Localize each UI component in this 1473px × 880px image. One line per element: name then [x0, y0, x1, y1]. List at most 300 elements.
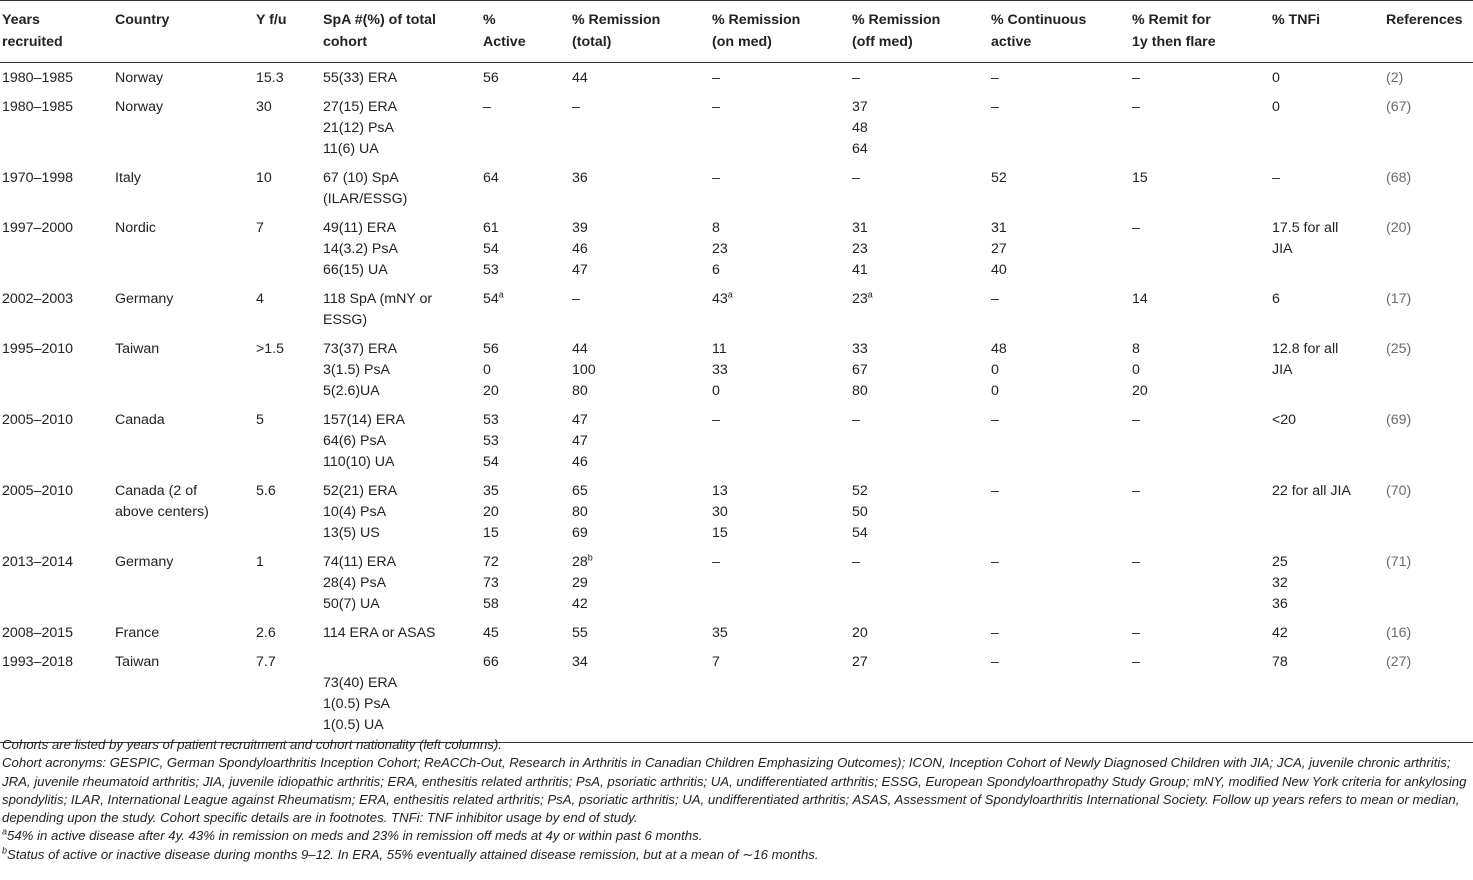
cell-line: 15	[1132, 170, 1148, 186]
cell-line: –	[852, 554, 860, 570]
cell-line: 28	[572, 554, 588, 570]
cell-text[interactable]: (67)	[1386, 99, 1412, 115]
cell-line: 14	[1132, 291, 1148, 307]
column-header-text: (off med)	[852, 33, 913, 50]
cell-line: 54	[483, 241, 499, 257]
remission-on-med-cell	[712, 163, 852, 213]
cell-line: 31	[852, 220, 868, 236]
column-header-text: (on med)	[712, 33, 772, 50]
table-row	[0, 334, 1473, 405]
cell-line: 42	[572, 596, 588, 612]
spa-cell	[323, 647, 483, 743]
followup-cell	[256, 63, 323, 93]
remit-flare-cell	[1132, 476, 1272, 547]
cell-line: 44	[572, 341, 588, 357]
tnfi-cell	[1272, 405, 1386, 476]
cell-line: 66(15) UA	[323, 262, 388, 278]
reference-cell[interactable]	[1386, 92, 1473, 163]
cell-line: 80	[572, 504, 588, 520]
table-row	[0, 547, 1473, 618]
cell-line: Norway	[115, 99, 164, 115]
followup-cell	[256, 618, 323, 647]
cell-line: 31	[991, 220, 1007, 236]
spa-cell	[323, 476, 483, 547]
cell-line: 36	[572, 170, 588, 186]
cell-line: 157(14) ERA	[323, 412, 406, 428]
remission-on-med-cell	[712, 476, 852, 547]
active-cell	[483, 284, 572, 334]
spa-cell	[323, 284, 483, 334]
cell-line: 53	[483, 262, 499, 278]
cell-line: 58	[483, 596, 499, 612]
column-header	[483, 1, 572, 63]
cell-line: 14(3.2) PsA	[323, 241, 398, 257]
column-header-text: Active	[483, 33, 526, 50]
cell-line: 8	[712, 220, 720, 236]
remission-total-cell	[572, 647, 712, 743]
cell-line: JIA	[1272, 241, 1293, 257]
remit-flare-cell	[1132, 163, 1272, 213]
column-header	[0, 1, 115, 63]
spa-cell	[323, 547, 483, 618]
remit-flare-cell	[1132, 405, 1272, 476]
table-row	[0, 618, 1473, 647]
cell-text: 1997–2000	[2, 220, 74, 236]
remission-on-med-cell	[712, 284, 852, 334]
column-header-text: recruited	[2, 33, 63, 50]
cell-text: 1970–1998	[2, 170, 74, 186]
active-cell	[483, 618, 572, 647]
footnote-a: $^a$54% in active disease after 4y. 43% in remission on meds and 23% in remission off meds at 4y or within past 6 months.	[2, 827, 703, 844]
country-cell	[115, 334, 256, 405]
cell-line: –	[712, 70, 720, 86]
column-header	[1386, 1, 1473, 63]
spa-cell	[323, 213, 483, 284]
cell-line: 10(4) PsA	[323, 504, 387, 520]
cell-line: 23	[712, 241, 728, 257]
cell-line: 47	[572, 412, 588, 428]
country-cell	[115, 284, 256, 334]
cell-line: 48	[852, 120, 868, 136]
cell-line: 61	[483, 220, 499, 236]
column-header	[256, 1, 323, 63]
remission-off-med-cell	[852, 547, 991, 618]
cell-line: 25	[1272, 554, 1288, 570]
cell-line: Canada (2 of	[115, 483, 198, 499]
cell-text[interactable]: (25)	[1386, 341, 1412, 357]
cell-line: 110(10) UA	[323, 454, 395, 470]
cell-text[interactable]: (27)	[1386, 654, 1412, 670]
cell-line: –	[991, 70, 999, 86]
cell-line: 55(33) ERA	[323, 70, 398, 86]
column-header-text: Country	[115, 12, 170, 28]
cell-line: 53	[483, 433, 499, 449]
reference-cell[interactable]	[1386, 405, 1473, 476]
cell-text: 10	[256, 170, 272, 186]
cell-line: 6	[712, 262, 720, 278]
cell-line: Germany	[115, 291, 174, 307]
tnfi-cell	[1272, 163, 1386, 213]
cell-line: 20	[483, 504, 499, 520]
cell-line: –	[991, 412, 999, 428]
footnote-marker: a	[727, 289, 733, 300]
cell-line: 80	[852, 383, 868, 399]
reference-cell[interactable]	[1386, 284, 1473, 334]
cell-line: 20	[483, 383, 499, 399]
tnfi-cell	[1272, 63, 1386, 93]
reference-cell[interactable]	[1386, 618, 1473, 647]
cell-line: 67	[852, 362, 868, 378]
footnote-marker: a	[498, 289, 504, 300]
followup-cell	[256, 213, 323, 284]
tnfi-cell	[1272, 334, 1386, 405]
cell-text: >1.5	[256, 341, 285, 357]
reference-cell[interactable]	[1386, 163, 1473, 213]
cell-line: 73(37) ERA	[323, 341, 398, 357]
years-cell	[0, 647, 115, 743]
cell-line: 35	[712, 625, 728, 641]
years-cell	[0, 163, 115, 213]
cell-text: 2013–2014	[2, 554, 74, 570]
continuous-active-cell	[991, 405, 1132, 476]
cell-line: 64	[852, 141, 868, 157]
table-row	[0, 647, 1473, 743]
remission-off-med-cell	[852, 647, 991, 743]
spa-cell	[323, 163, 483, 213]
active-cell	[483, 63, 572, 93]
cell-text[interactable]: (16)	[1386, 625, 1412, 641]
cell-line: 44	[572, 70, 588, 86]
column-header-text: % Remission	[852, 12, 941, 28]
remission-total-cell	[572, 163, 712, 213]
cell-text: 1980–1985	[2, 99, 74, 115]
cell-line: 67 (10) SpA	[323, 170, 399, 186]
country-cell	[115, 63, 256, 93]
cell-line: 1(0.5) PsA	[323, 696, 391, 712]
cell-line: 29	[572, 575, 588, 591]
table-row	[0, 92, 1473, 163]
cell-line: –	[483, 99, 491, 115]
continuous-active-cell	[991, 334, 1132, 405]
cell-line: 13	[712, 483, 728, 499]
remission-off-med-cell	[852, 405, 991, 476]
cell-line: Germany	[115, 554, 174, 570]
years-cell	[0, 92, 115, 163]
cell-line: 36	[1272, 596, 1288, 612]
cell-line: 42	[1272, 625, 1288, 641]
cell-line: above centers)	[115, 504, 209, 520]
followup-cell	[256, 163, 323, 213]
cell-line: 100	[572, 362, 596, 378]
tnfi-cell	[1272, 92, 1386, 163]
cell-line: 6	[1272, 291, 1280, 307]
years-cell	[0, 405, 115, 476]
column-header	[712, 1, 852, 63]
active-cell	[483, 92, 572, 163]
header-row	[0, 1, 1473, 63]
cell-line: 22 for all JIA	[1272, 483, 1351, 499]
cell-line: –	[1132, 654, 1140, 670]
spa-cell	[323, 334, 483, 405]
followup-cell	[256, 334, 323, 405]
remit-flare-cell	[1132, 284, 1272, 334]
cell-line: 35	[483, 483, 499, 499]
country-cell	[115, 476, 256, 547]
remission-on-med-cell	[712, 405, 852, 476]
remission-on-med-cell	[712, 547, 852, 618]
years-cell	[0, 63, 115, 93]
column-header-text: Years	[2, 12, 40, 28]
cell-line: 20	[852, 625, 868, 641]
cell-line: 49(11) ERA	[323, 220, 397, 236]
cell-line: 72	[483, 554, 499, 570]
cell-line: 64(6) PsA	[323, 433, 387, 449]
reference-cell[interactable]	[1386, 213, 1473, 284]
followup-cell	[256, 92, 323, 163]
cell-line: France	[115, 625, 160, 641]
cell-text: 4	[256, 291, 264, 307]
remit-flare-cell	[1132, 334, 1272, 405]
cell-line: –	[1272, 170, 1280, 186]
cell-line: 15	[712, 525, 728, 541]
cell-line: Norway	[115, 70, 164, 86]
column-header-text: % Remit for	[1132, 12, 1211, 28]
cell-text[interactable]: (70)	[1386, 483, 1412, 499]
cell-text: 30	[256, 99, 272, 115]
cell-line: 50(7) UA	[323, 596, 380, 612]
table-row	[0, 63, 1473, 93]
cell-line: 73	[483, 575, 499, 591]
cell-line: 52	[852, 483, 868, 499]
continuous-active-cell	[991, 284, 1132, 334]
cell-text[interactable]: (17)	[1386, 291, 1412, 307]
remission-off-med-cell	[852, 163, 991, 213]
cell-line: 27	[852, 654, 868, 670]
cell-line: 28(4) PsA	[323, 575, 387, 591]
cell-line: 37	[852, 99, 868, 115]
continuous-active-cell	[991, 63, 1132, 93]
cell-line: 33	[852, 341, 868, 357]
followup-cell	[256, 405, 323, 476]
remission-total-cell	[572, 476, 712, 547]
cell-text[interactable]: (2)	[1386, 70, 1404, 86]
reference-cell[interactable]	[1386, 63, 1473, 93]
footnote-marker: b	[587, 552, 593, 563]
cell-line: Nordic	[115, 220, 156, 236]
column-header-text: (total)	[572, 33, 612, 50]
remission-on-med-cell	[712, 334, 852, 405]
cell-line: 30	[712, 504, 728, 520]
cell-line: 54	[483, 291, 499, 307]
cell-line: –	[712, 554, 720, 570]
cell-text[interactable]: (20)	[1386, 220, 1412, 236]
cell-line: –	[852, 170, 860, 186]
cell-text: 2005–2010	[2, 412, 74, 428]
cell-text: 15.3	[256, 70, 284, 86]
column-header	[991, 1, 1132, 63]
cell-line: 12.8 for all	[1272, 341, 1339, 357]
reference-cell[interactable]	[1386, 547, 1473, 618]
table-row	[0, 213, 1473, 284]
active-cell	[483, 163, 572, 213]
footnote-marker: a	[867, 289, 873, 300]
cell-text[interactable]: (69)	[1386, 412, 1412, 428]
remit-flare-cell	[1132, 213, 1272, 284]
cell-line: 0	[712, 383, 720, 399]
tnfi-cell	[1272, 284, 1386, 334]
followup-cell	[256, 647, 323, 743]
table-row	[0, 284, 1473, 334]
country-cell	[115, 163, 256, 213]
column-header-text: active	[991, 33, 1032, 50]
remission-on-med-cell	[712, 213, 852, 284]
cell-line: –	[991, 99, 999, 115]
cell-line: Italy	[115, 170, 142, 186]
cell-line: –	[1132, 483, 1140, 499]
cell-line: Taiwan	[115, 654, 160, 670]
cell-line: 34	[572, 654, 588, 670]
years-cell	[0, 213, 115, 284]
cell-line: 13(5) US	[323, 525, 380, 541]
column-header-text: cohort	[323, 33, 368, 50]
column-header	[572, 1, 712, 63]
continuous-active-cell	[991, 547, 1132, 618]
cell-line: –	[1132, 412, 1140, 428]
cell-text: 1	[256, 554, 264, 570]
cell-line: 3(1.5) PsA	[323, 362, 391, 378]
cell-line: 48	[991, 341, 1007, 357]
reference-cell[interactable]	[1386, 334, 1473, 405]
country-cell	[115, 213, 256, 284]
active-cell	[483, 405, 572, 476]
cell-text: 1980–1985	[2, 70, 74, 86]
continuous-active-cell	[991, 213, 1132, 284]
cell-line: 39	[572, 220, 588, 236]
cell-text: 5.6	[256, 483, 276, 499]
column-header	[852, 1, 991, 63]
cell-line: 78	[1272, 654, 1288, 670]
cell-line: 74(11) ERA	[323, 554, 397, 570]
cell-line: 56	[483, 341, 499, 357]
continuous-active-cell	[991, 476, 1132, 547]
cell-line: 80	[572, 383, 588, 399]
followup-cell	[256, 284, 323, 334]
cell-line: –	[991, 554, 999, 570]
column-header	[1132, 1, 1272, 63]
cell-line: 21(12) PsA	[323, 120, 394, 136]
cell-line: 8	[1132, 341, 1140, 357]
cell-line: 64	[483, 170, 499, 186]
column-header-text: 1y then flare	[1132, 33, 1216, 50]
remission-on-med-cell	[712, 92, 852, 163]
cell-line: Taiwan	[115, 341, 160, 357]
cell-text[interactable]: (71)	[1386, 554, 1412, 570]
cell-line: –	[1132, 625, 1140, 641]
tnfi-cell	[1272, 213, 1386, 284]
column-header	[1272, 1, 1386, 63]
column-header-text: %	[483, 12, 496, 28]
spa-cell	[323, 618, 483, 647]
column-header-text: % Remission	[572, 12, 661, 28]
cell-text: 5	[256, 412, 264, 428]
column-header	[323, 1, 483, 63]
cell-text: 2.6	[256, 625, 276, 641]
cell-line: 65	[572, 483, 588, 499]
cell-line: 46	[572, 241, 588, 257]
cell-line: 45	[483, 625, 499, 641]
cell-line: <20	[1272, 412, 1297, 428]
cell-text[interactable]: (68)	[1386, 170, 1412, 186]
cell-line: 0	[991, 362, 999, 378]
remission-on-med-cell	[712, 647, 852, 743]
cell-line: 15	[483, 525, 499, 541]
cell-text: 1995–2010	[2, 341, 74, 357]
remission-total-cell	[572, 405, 712, 476]
remission-total-cell	[572, 213, 712, 284]
active-cell	[483, 647, 572, 743]
cell-line: –	[1132, 70, 1140, 86]
cell-line: 20	[1132, 383, 1148, 399]
column-header-text: % Continuous	[991, 12, 1087, 28]
cell-line: Canada	[115, 412, 165, 428]
cell-line: 0	[991, 383, 999, 399]
column-header	[115, 1, 256, 63]
country-cell	[115, 647, 256, 743]
tnfi-cell	[1272, 647, 1386, 743]
cell-line: 32	[1272, 575, 1288, 591]
years-cell	[0, 547, 115, 618]
reference-cell[interactable]	[1386, 647, 1473, 743]
table-row	[0, 405, 1473, 476]
years-cell	[0, 618, 115, 647]
cell-line: –	[1132, 220, 1140, 236]
note-order: Cohorts are listed by years of patient recruitment and cohort nationality (left columns).	[2, 737, 502, 752]
followup-cell	[256, 547, 323, 618]
cell-line: –	[1132, 99, 1140, 115]
country-cell	[115, 92, 256, 163]
remission-total-cell	[572, 334, 712, 405]
cell-line: –	[1132, 554, 1140, 570]
cell-text: 2008–2015	[2, 625, 74, 641]
cell-line: 41	[852, 262, 868, 278]
remission-off-med-cell	[852, 213, 991, 284]
remission-off-med-cell	[852, 618, 991, 647]
cell-line: –	[991, 483, 999, 499]
column-header-text: References	[1386, 12, 1463, 28]
cell-line: 47	[572, 262, 588, 278]
cell-line: 11(6) UA	[323, 141, 379, 157]
tnfi-cell	[1272, 547, 1386, 618]
remission-off-med-cell	[852, 92, 991, 163]
cell-line: 0	[1132, 362, 1140, 378]
cell-line: 69	[572, 525, 588, 541]
reference-cell[interactable]	[1386, 476, 1473, 547]
cell-line: 27	[991, 241, 1007, 257]
cell-line: 114 ERA or ASAS	[323, 625, 436, 641]
cell-line: 52	[991, 170, 1007, 186]
active-cell	[483, 476, 572, 547]
cell-line: 40	[991, 262, 1007, 278]
cell-line: –	[991, 625, 999, 641]
remission-on-med-cell	[712, 63, 852, 93]
cell-line: 54	[852, 525, 868, 541]
footnote-b: $^b$Status of active or inactive disease during months 9–12. In ERA, 55% eventually attained disease remission, but at a mean of ∼16 months.	[2, 845, 819, 862]
cell-line: 5(2.6)UA	[323, 383, 380, 399]
remission-total-cell	[572, 284, 712, 334]
cell-line: 11	[712, 341, 727, 357]
remission-total-cell	[572, 92, 712, 163]
cell-line: 27(15) ERA	[323, 99, 398, 115]
